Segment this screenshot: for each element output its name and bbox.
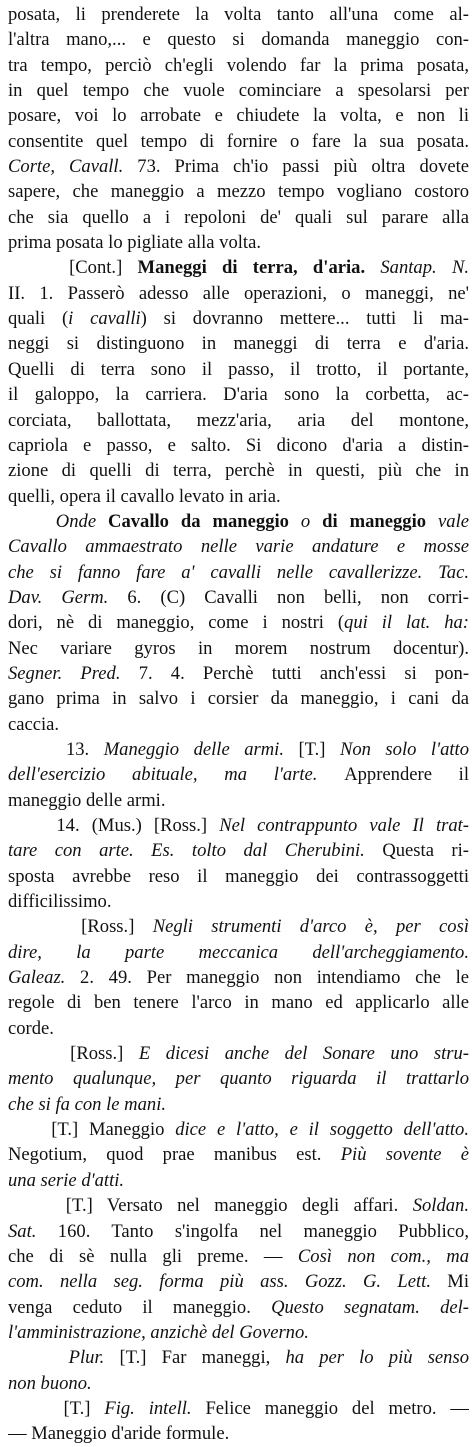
text-line	[8, 889, 469, 914]
text-line	[8, 864, 469, 889]
text-run: Santap. N.	[380, 257, 469, 279]
text-run: tra tempo, perciò ch'egli volendo far la prima posata,	[8, 54, 469, 76]
text-line	[8, 1092, 469, 1117]
text-run: Questo segnatam. del-	[271, 1296, 469, 1318]
text-line	[8, 712, 469, 737]
text-line	[8, 1117, 469, 1142]
text-run: o	[300, 510, 323, 532]
text-run: dell'esercizio abituale, ma l'arte.	[8, 764, 345, 786]
text-run: Maneggi di terra, d'aria.	[137, 257, 381, 279]
text-line	[8, 762, 469, 787]
text-line	[8, 255, 469, 280]
text-run: Sat.	[8, 1220, 58, 1242]
text-run: di maneggio	[322, 510, 439, 532]
text-run: Soldan.	[412, 1195, 469, 1217]
text-line	[8, 1016, 469, 1041]
text-run: Non solo l'atto	[339, 738, 469, 760]
text-run: regole di ben tenere l'arco in mano ed applicarlo alle	[8, 992, 469, 1014]
text-line	[8, 1142, 469, 1167]
text-line	[8, 205, 469, 230]
text-line	[8, 1396, 469, 1421]
text-line	[8, 331, 469, 356]
text-run: prima posata lo pigliate alla volta.	[8, 232, 262, 254]
text-run: quelli, opera il cavallo levato in aria.	[8, 485, 281, 507]
text-run: sposta avrebbe reso il maneggio dei contrassoggetti	[8, 865, 469, 887]
text-run: posata, li prenderete la volta tanto all'una come al-	[8, 4, 469, 25]
text-line	[8, 965, 469, 990]
text-run: che di sè nulla gli preme. —	[8, 1245, 298, 1267]
text-line	[8, 129, 469, 154]
text-run: Nel contrappunto vale Il trat-	[219, 815, 469, 836]
text-run: dice e l'atto, e il soggetto dell'atto.	[175, 1119, 469, 1141]
text-run: qui il lat. ha:	[344, 612, 469, 634]
text-run: zione di quelli di terra, perchè in questi, più che in	[8, 460, 469, 482]
text-run: difficilissimo.	[8, 891, 112, 913]
text-run: neggi si distinguono in maneggi di terra e d'aria.	[8, 333, 469, 355]
text-run: capriola e passo, e salto. Si dicono d'aria a distin-	[8, 434, 469, 456]
text-line	[8, 357, 469, 382]
text-run: [Ross.]	[8, 916, 153, 938]
text-line	[8, 458, 469, 483]
text-line	[8, 382, 469, 407]
text-line	[8, 636, 469, 661]
text-run: Cavallo ammaestrato nelle varie andature e mosse	[8, 536, 469, 558]
text-run: 13.	[8, 738, 104, 760]
text-run: venga ceduto il maneggio.	[8, 1296, 272, 1318]
text-run: non buono.	[8, 1372, 92, 1394]
text-run: 6. (C) Cavalli non belli, non corri-	[127, 586, 469, 608]
text-line	[8, 1168, 469, 1193]
text-run: vale	[438, 510, 469, 532]
text-line	[8, 484, 469, 509]
text-run: in quel tempo che vuole cominciare a spesolarsi per	[8, 80, 469, 102]
text-run: Quelli di terra sono il passo, il trotto, il portante,	[8, 358, 469, 380]
text-line	[8, 1320, 469, 1345]
text-run: 73. Prima ch'io passi più oltra dovete	[137, 156, 469, 178]
text-run: sapere, che maneggio a mezzo tempo vogliano costoro	[8, 181, 469, 203]
text-run: Felice maneggio del metro. —	[205, 1397, 469, 1419]
text-run: [Cont.]	[8, 257, 138, 279]
text-run: Negli strumenti d'arco è, per così	[152, 916, 469, 938]
text-line	[8, 661, 469, 686]
text-line	[8, 1244, 469, 1269]
text-line	[8, 433, 469, 458]
text-run: Plur.	[8, 1347, 120, 1369]
text-run: Maneggio delle armi.	[103, 738, 299, 760]
text-line	[8, 1219, 469, 1244]
text-run: [T.] Maneggio	[8, 1119, 176, 1141]
text-line	[8, 610, 469, 635]
text-line	[8, 534, 469, 559]
text-run: [T.] Versato nel maneggio degli affari.	[8, 1195, 413, 1217]
text-run: corde.	[8, 1017, 54, 1039]
text-run: Così non com., ma	[297, 1245, 469, 1267]
text-run: dire, la parte meccanica dell'archeggiamento.	[8, 941, 469, 963]
text-run: Più sovente è	[340, 1144, 469, 1166]
text-run: Apprendere il	[344, 764, 469, 786]
text-run: Mi	[447, 1271, 469, 1293]
text-run: l'altra mano,... e questo si domanda maneggio con-	[8, 29, 469, 51]
text-run: posare, voi lo arrobate e chiudete la volta, e non li	[8, 105, 469, 127]
text-run: una serie d'atti.	[8, 1169, 125, 1191]
text-line	[8, 408, 469, 433]
text-line	[8, 914, 469, 939]
text-line	[8, 2, 469, 27]
text-run: Cavallo da maneggio	[108, 510, 301, 532]
text-line	[8, 179, 469, 204]
text-run: ha per lo più senso	[285, 1347, 469, 1369]
text-run: Negotium, quod prae manibus est.	[8, 1144, 341, 1166]
text-run: [T.] Far maneggi,	[119, 1347, 286, 1369]
text-run: i cavalli	[68, 308, 141, 330]
text-line	[8, 838, 469, 863]
text-run: 2. 49. Per maneggio non intendiamo che le	[80, 967, 469, 989]
text-line	[8, 281, 469, 306]
text-line	[8, 1371, 469, 1396]
text-line	[8, 103, 469, 128]
text-run: [T.]	[298, 738, 340, 760]
text-run: Galeaz.	[8, 967, 81, 989]
text-line	[8, 1345, 469, 1370]
text-run: E dicesi anche del Sonare uno stru-	[138, 1043, 469, 1065]
text-line	[8, 1041, 469, 1066]
text-line	[8, 940, 469, 965]
text-line	[8, 990, 469, 1015]
text-line	[8, 560, 469, 585]
text-run: 160. Tanto s'ingolfa nel maneggio Pubblico,	[57, 1220, 469, 1242]
text-run: l'amministrazione, anzichè del Governo.	[8, 1321, 309, 1343]
text-run: gano prima in salvo i corsier da maneggio, i cani da	[8, 688, 469, 710]
text-line	[8, 585, 469, 610]
text-run: ) si dovranno mettere... tutti li ma-	[140, 308, 469, 330]
text-column	[8, 2, 469, 1447]
text-run: dori, nè di maneggio, come i nostri (	[8, 612, 345, 634]
text-run: che si fanno fare a' cavalli nelle cavallerizze. Tac.	[8, 561, 469, 583]
text-run: quali (	[8, 308, 69, 330]
text-line	[8, 53, 469, 78]
text-run: 14. (Mus.) [Ross.]	[8, 815, 220, 836]
text-run: maneggio delle armi.	[8, 789, 166, 811]
text-run: 7. 4. Perchè tutti anch'essi si pon-	[138, 662, 469, 684]
text-run: il galoppo, la carriera. D'aria sono la corbetta, ac-	[8, 384, 469, 406]
text-run: Nec variare gyros in morem nostrum docentur).	[8, 637, 469, 659]
text-line	[8, 686, 469, 711]
text-run: mento qualunque, per quanto riguarda il trattarlo	[8, 1068, 469, 1090]
text-run: tare con arte. Es. tolto dal Cherubini.	[8, 840, 383, 862]
text-line	[8, 813, 469, 838]
text-run: Segner. Pred.	[8, 662, 139, 684]
text-line	[8, 1066, 469, 1091]
text-run: Questa ri-	[382, 840, 469, 862]
text-run: Corte, Cavall.	[8, 156, 138, 178]
text-line	[8, 78, 469, 103]
text-line	[8, 1193, 469, 1218]
text-run: com. nella seg. forma più ass. Gozz. G. Lett.	[8, 1271, 448, 1293]
text-line	[8, 788, 469, 813]
text-line	[8, 306, 469, 331]
text-line	[8, 1421, 469, 1446]
text-run: [Ross.]	[8, 1043, 139, 1065]
text-line	[8, 509, 469, 534]
text-line	[8, 1269, 469, 1294]
text-line	[8, 1295, 469, 1320]
text-run: Fig. intell.	[104, 1397, 206, 1419]
text-run: II. 1. Passerò adesso alle operazioni, o maneggi, ne'	[8, 282, 469, 304]
text-run: caccia.	[8, 713, 60, 735]
text-line	[8, 154, 469, 179]
text-run: che sia quello a i repoloni de' quali sul parare alla	[8, 206, 469, 228]
text-run: Onde	[8, 510, 109, 532]
text-line	[8, 737, 469, 762]
text-line	[8, 230, 469, 255]
text-run: consentite quel tempo di fornire o fare la sua posata.	[8, 130, 469, 152]
text-run: Dav. Germ.	[8, 586, 128, 608]
text-run: [T.]	[8, 1397, 105, 1419]
text-line	[8, 27, 469, 52]
text-run: — Maneggio d'aride formule.	[8, 1423, 230, 1445]
text-run: corciata, ballottata, mezz'aria, aria del montone,	[8, 409, 469, 431]
text-run: che si fa con le mani.	[8, 1093, 167, 1115]
